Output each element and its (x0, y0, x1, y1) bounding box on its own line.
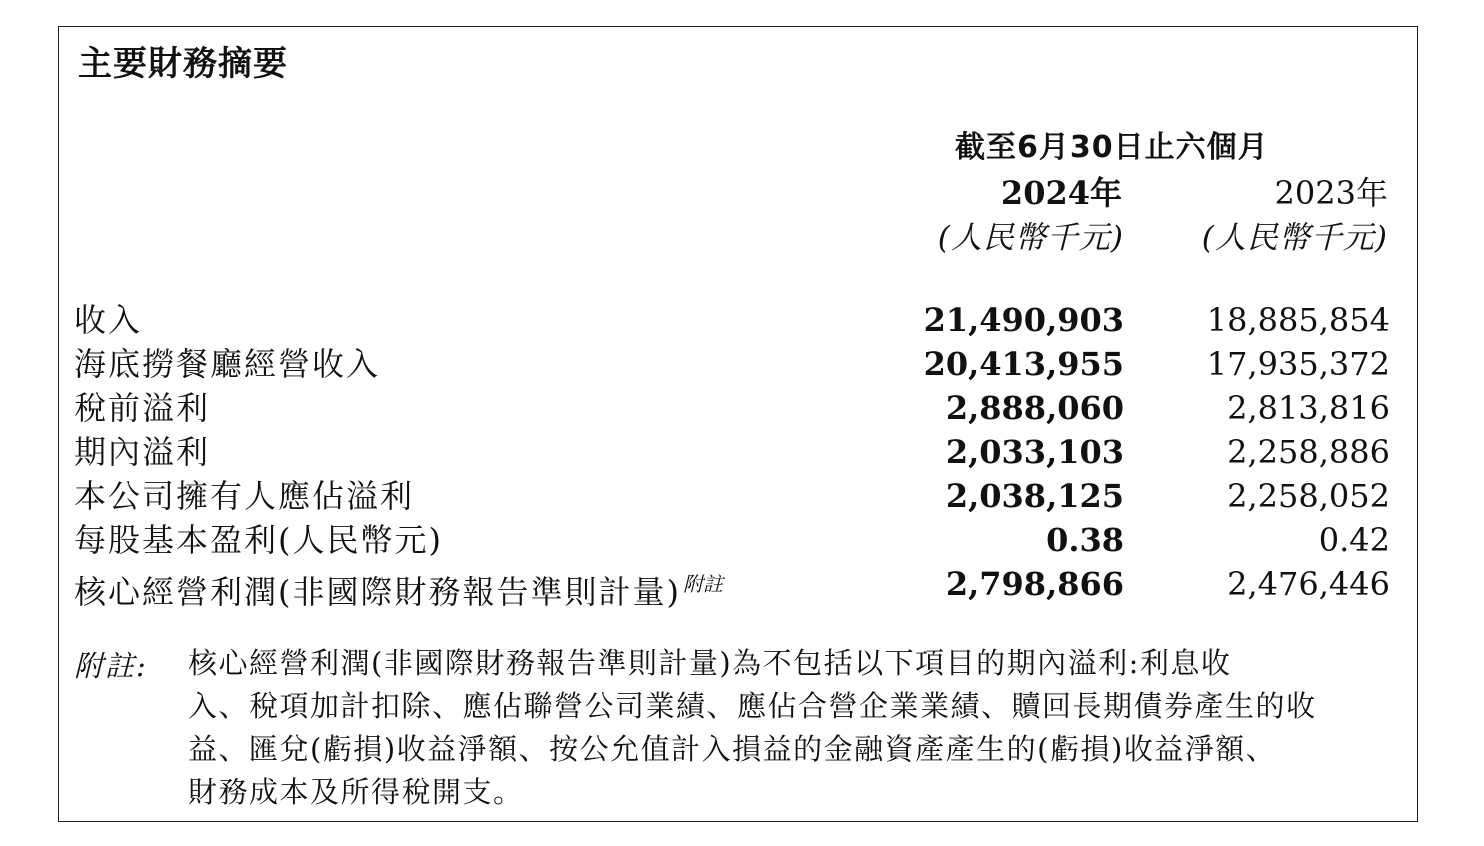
note-line: 核心經營利潤(非國際財務報告準則計量)為不包括以下項目的期內溢利:利息收 (188, 646, 1232, 680)
financial-table (74, 298, 1390, 611)
row-label (74, 562, 723, 614)
period-header: 截至6月30日止六個月 (955, 130, 1269, 165)
table-row (74, 386, 1390, 430)
table-row (74, 298, 1390, 342)
year-current-header: 2024年 (1000, 174, 1122, 212)
row-label-text: 核心經營利潤(非國際財務報告準則計量) (74, 573, 681, 611)
row-label: 每股基本盈利(人民幣元) (74, 521, 443, 559)
value-current: 2,888,060 (945, 389, 1124, 427)
value-previous: 2,258,886 (1227, 433, 1390, 471)
page-title: 主要財務摘要 (78, 44, 288, 84)
note-reference: 附註 (682, 572, 723, 596)
note-label: 附註: (74, 649, 148, 683)
value-current: 0.38 (1046, 521, 1124, 559)
unit-previous-header: (人民幣千元) (1201, 220, 1388, 256)
table-row (74, 518, 1390, 562)
table-row (74, 474, 1390, 518)
value-previous: 2,258,052 (1227, 477, 1390, 515)
row-label: 稅前溢利 (74, 389, 211, 427)
value-previous: 17,935,372 (1206, 345, 1390, 383)
table-row (74, 430, 1390, 474)
value-previous: 0.42 (1318, 521, 1390, 559)
value-current: 2,038,125 (945, 477, 1124, 515)
row-label: 期內溢利 (74, 433, 211, 471)
row-label: 本公司擁有人應佔溢利 (74, 477, 415, 515)
value-current: 2,033,103 (945, 433, 1124, 471)
value-previous: 2,813,816 (1227, 389, 1390, 427)
note-line: 益、匯兌(虧損)收益淨額、按公允值計入損益的金融資產產生的(虧損)收益淨額、 (188, 732, 1277, 766)
row-label: 海底撈餐廳經營收入 (74, 345, 381, 383)
year-previous-header: 2023年 (1274, 174, 1388, 212)
unit-current-header: (人民幣千元) (937, 220, 1124, 256)
value-current: 2,798,866 (945, 565, 1124, 603)
table-row (74, 562, 1390, 611)
note-line: 入、稅項加計扣除、應佔聯營公司業績、應佔合營企業業績、贖回長期債券產生的收 (188, 689, 1317, 723)
value-previous: 2,476,446 (1227, 565, 1390, 603)
value-current: 21,490,903 (923, 301, 1124, 339)
row-label: 收入 (74, 301, 143, 339)
table-row (74, 342, 1390, 386)
value-current: 20,413,955 (923, 345, 1124, 383)
note-line: 財務成本及所得稅開支。 (188, 775, 524, 809)
value-previous: 18,885,854 (1206, 301, 1390, 339)
note-text (188, 642, 1410, 814)
